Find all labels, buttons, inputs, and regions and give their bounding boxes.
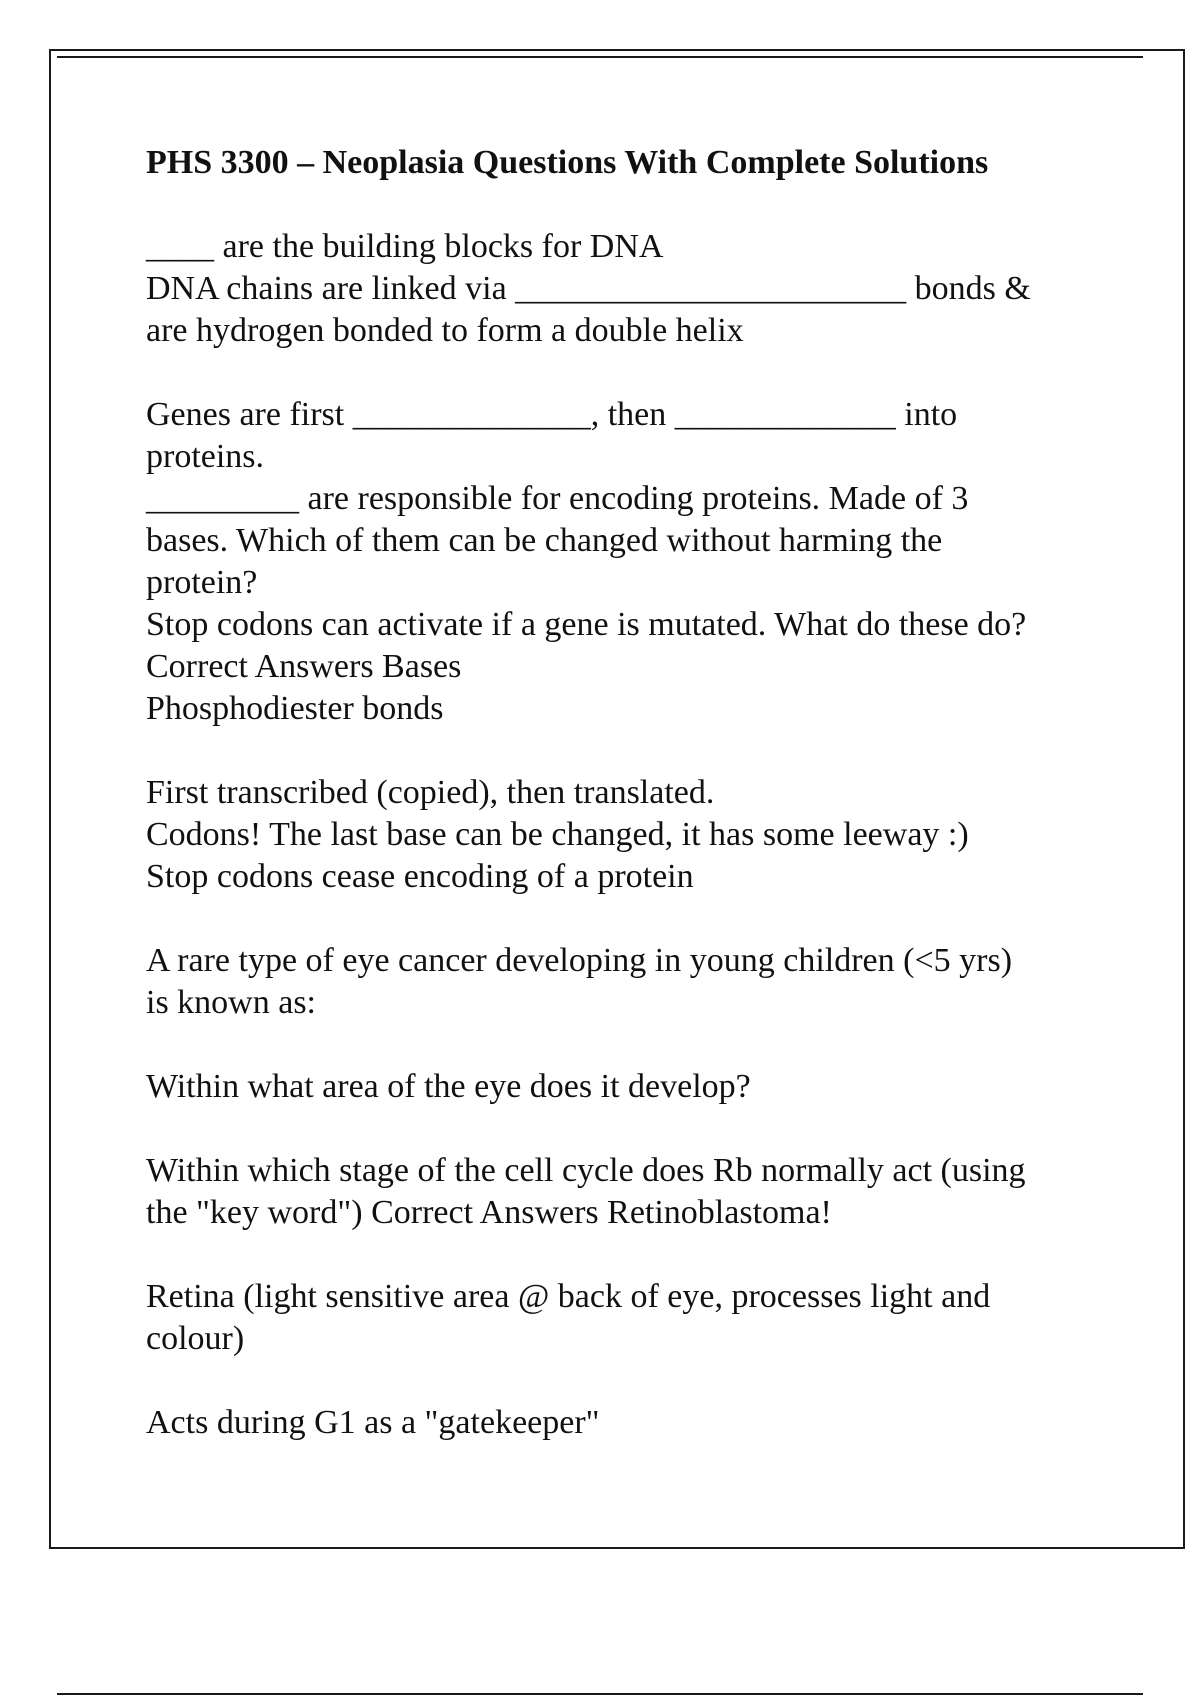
text-line: DNA chains are linked via _______________________ bonds & [146, 270, 1031, 307]
text-line: ____ are the building blocks for DNA [146, 228, 664, 265]
text-line: bases. Which of them can be changed without harming the [146, 522, 943, 559]
answer-line: Retina (light sensitive area @ back of eye, processes light and [146, 1278, 991, 1315]
answer-block-retina [146, 1276, 1146, 1360]
answer-line: the "key word") Correct Answers Retinoblastoma! [146, 1194, 832, 1231]
text-line: Stop codons can activate if a gene is mutated. What do these do? [146, 606, 1027, 643]
text-line: A rare type of eye cancer developing in young children (<5 yrs) [146, 942, 1013, 979]
answer-line: Phosphodiester bonds [146, 690, 444, 727]
text-line: proteins. [146, 438, 265, 475]
text-line: _________ are responsible for encoding proteins. Made of 3 [146, 480, 969, 517]
text-line: is known as: [146, 984, 316, 1021]
question-block-dna [146, 226, 1146, 352]
answer-block-genes [146, 772, 1146, 898]
text-line: are hydrogen bonded to form a double helix [146, 312, 744, 349]
document-title: PHS 3300 – Neoplasia Questions With Complete Solutions [146, 144, 989, 181]
question-block-genes [146, 394, 1146, 730]
text-line: Genes are first ______________, then _____________ into [146, 396, 958, 433]
answer-line: Correct Answers Bases [146, 648, 462, 685]
answer-block-gatekeeper [146, 1402, 1146, 1444]
document-body [146, 142, 1146, 1486]
answer-line: First transcribed (copied), then translated. [146, 774, 715, 811]
answer-line: Acts during G1 as a "gatekeeper" [146, 1404, 600, 1441]
question-block-cell-cycle [146, 1150, 1146, 1234]
question-block-eye-cancer [146, 940, 1146, 1024]
text-line: Within which stage of the cell cycle does Rb normally act (using [146, 1152, 1026, 1189]
answer-line: Codons! The last base can be changed, it has some leeway :) [146, 816, 969, 853]
text-line: protein? [146, 564, 258, 601]
header-rule [57, 56, 1143, 58]
answer-line: Stop codons cease encoding of a protein [146, 858, 694, 895]
question-block-eye-area [146, 1066, 1146, 1108]
text-line: Within what area of the eye does it develop? [146, 1068, 751, 1105]
footer-rule [57, 1693, 1143, 1695]
answer-line: colour) [146, 1320, 245, 1357]
